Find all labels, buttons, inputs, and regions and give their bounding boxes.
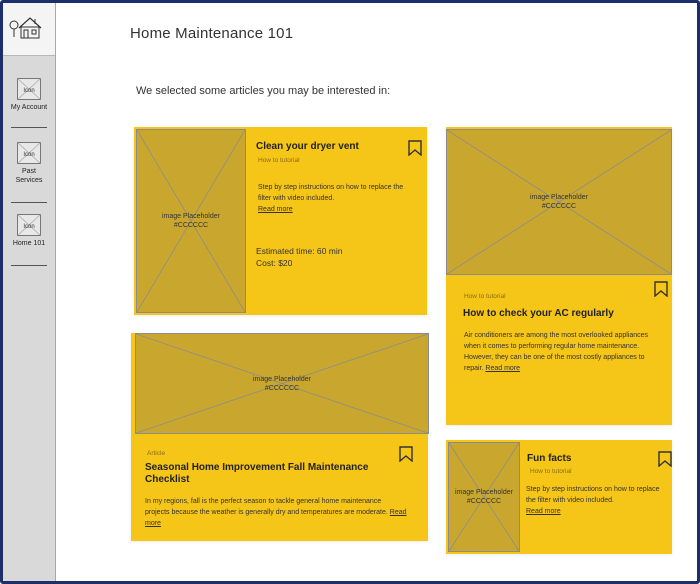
card-title[interactable]: Fun facts (527, 453, 572, 464)
read-more-link[interactable]: Read more (526, 508, 561, 515)
article-card-ac[interactable] (446, 127, 672, 425)
past-services-icon (17, 142, 41, 164)
sidebar-item-home-101[interactable] (3, 214, 55, 248)
card-tag: How to tutorial (464, 293, 506, 300)
sidebar-icon-label: Icon (23, 88, 35, 94)
sidebar-icon-label: Icon (23, 152, 35, 158)
card-body (526, 484, 668, 517)
card-body (464, 330, 662, 374)
bookmark-icon[interactable] (408, 140, 422, 156)
card-body-text: Air conditioners are among the most overlooked appliances when it comes to performing regular home maintenance. However, they can be one of the most costly appliances to repair. (464, 332, 649, 372)
sidebar-item-label: My Account (10, 104, 48, 111)
read-more-link[interactable]: Read more (145, 509, 407, 527)
article-card-seasonal[interactable] (131, 333, 428, 541)
placeholder-label: image Placeholder (455, 489, 513, 496)
card-title[interactable]: How to check your AC regularly (463, 308, 614, 319)
sidebar-divider (11, 265, 47, 266)
read-more-link[interactable]: Read more (485, 365, 521, 372)
sidebar-item-my-account[interactable] (3, 78, 55, 112)
sidebar (3, 3, 56, 581)
sidebar-item-label: Past Services (15, 168, 43, 184)
card-title[interactable]: Seasonal Home Improvement Fall Maintenance Checklist (145, 462, 369, 485)
card-title[interactable]: Clean your dryer vent (256, 141, 359, 152)
estimated-time: Estimated time: 60 min (256, 246, 343, 256)
page-subtitle: We selected some articles you may be interested in: (136, 85, 391, 97)
sidebar-item-label: Home 101 (12, 240, 46, 247)
sidebar-item-past-services[interactable] (3, 142, 55, 185)
placeholder-label: image Placeholder (162, 213, 220, 220)
card-body-text: Step by step instructions on how to replace the filter with video included. (258, 184, 404, 202)
image-placeholder (135, 333, 429, 434)
card-tag: How to tutorial (530, 468, 572, 475)
placeholder-color: #CCCCCC (541, 203, 577, 210)
card-body (258, 182, 408, 215)
sidebar-icon-label: Icon (23, 224, 35, 230)
placeholder-color: #CCCCCC (264, 384, 300, 392)
placeholder-color: #CCCCCC (466, 498, 502, 505)
cost: Cost: $20 (256, 258, 293, 268)
page-title: Home Maintenance 101 (130, 25, 294, 42)
home-logo[interactable] (3, 3, 55, 56)
placeholder-color: #CCCCCC (173, 222, 209, 229)
article-card-fun-facts[interactable] (446, 440, 672, 554)
home-logo-icon (9, 15, 45, 41)
image-placeholder (446, 129, 672, 275)
card-tag: Article (147, 450, 166, 457)
home-101-icon (17, 214, 41, 236)
account-icon (17, 78, 41, 100)
bookmark-icon[interactable] (658, 451, 672, 467)
read-more-link[interactable]: Read more (258, 206, 293, 213)
image-placeholder (448, 442, 520, 552)
bookmark-icon[interactable] (399, 446, 413, 462)
card-body-text: In my regions, fall is the perfect season to tackle general home maintenance projects because the weather is generally dry and temperatures are moderate. (145, 498, 388, 516)
placeholder-label: image Placeholder (530, 194, 588, 201)
card-tag: How to tutorial (258, 157, 300, 164)
card-body-text: Step by step instructions on how to replace the filter with video included. (526, 486, 660, 504)
sidebar-divider (11, 127, 47, 128)
card-meta (256, 245, 342, 269)
article-card-dryer-vent[interactable] (134, 127, 427, 315)
card-body (145, 496, 407, 529)
placeholder-label: image Placeholder (253, 375, 311, 383)
sidebar-divider (11, 202, 47, 203)
bookmark-icon[interactable] (654, 281, 668, 297)
image-placeholder (136, 129, 246, 313)
